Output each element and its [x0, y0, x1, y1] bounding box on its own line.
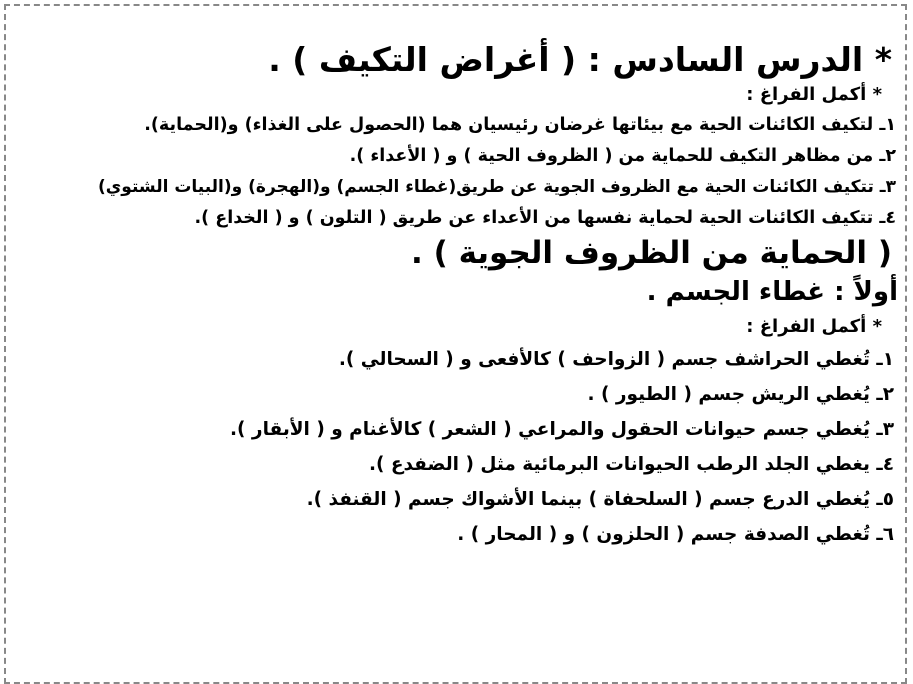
section-exercise-label: * أكمل الفراغ : [746, 316, 882, 337]
section-subtitle: أولاً : غطاء الجسم . [646, 277, 898, 307]
lesson-item-1: ١ـ لتكيف الكائنات الحية مع بيئاتها غرضان رئيسيان هما (الحصول على الغذاء) و(الحماية). [144, 115, 896, 135]
lesson-exercise-label: * أكمل الفراغ : [746, 84, 882, 105]
lesson-item-3: ٣ـ تتكيف الكائنات الحية مع الظروف الجوية عن طريق(غطاء الجسم) و(الهجرة) و(البيات الشتوي) [97, 177, 896, 197]
section-item-6: ٦ـ تُغطي الصدفة جسم ( الحلزون ) و ( المحار ) . [457, 524, 894, 545]
worksheet-content [8, 40, 900, 552]
section-item-4: ٤ـ يغطي الجلد الرطب الحيوانات البرمائية مثل ( الضفدع ). [368, 454, 894, 475]
section-item-1: ١ـ تُغطي الحراشف جسم ( الزواحف ) كالأفعى و ( السحالي ). [338, 349, 894, 370]
section-item-5: ٥ـ يُغطي الدرع جسم ( السلحفاة ) بينما الأشواك جسم ( القنفذ ). [306, 489, 894, 510]
lesson-item-2: ٢ـ من مظاهر التكيف للحماية من ( الظروف الحية ) و ( الأعداء ). [349, 146, 896, 166]
lesson-title: * الدرس السادس : ( أغراض التكيف ) . [268, 40, 892, 79]
section-title: ( الحماية من الظروف الجوية ) . [411, 235, 892, 271]
lesson-item-4: ٤ـ تتكيف الكائنات الحية لحماية نفسها من الأعداء عن طريق ( التلون ) و ( الخداع ). [194, 208, 896, 228]
section-item-2: ٢ـ يُغطي الريش جسم ( الطيور ) . [587, 384, 894, 405]
section-item-3: ٣ـ يُغطي جسم حيوانات الحقول والمراعي ( الشعر ) كالأغنام و ( الأبقار ). [230, 419, 894, 440]
